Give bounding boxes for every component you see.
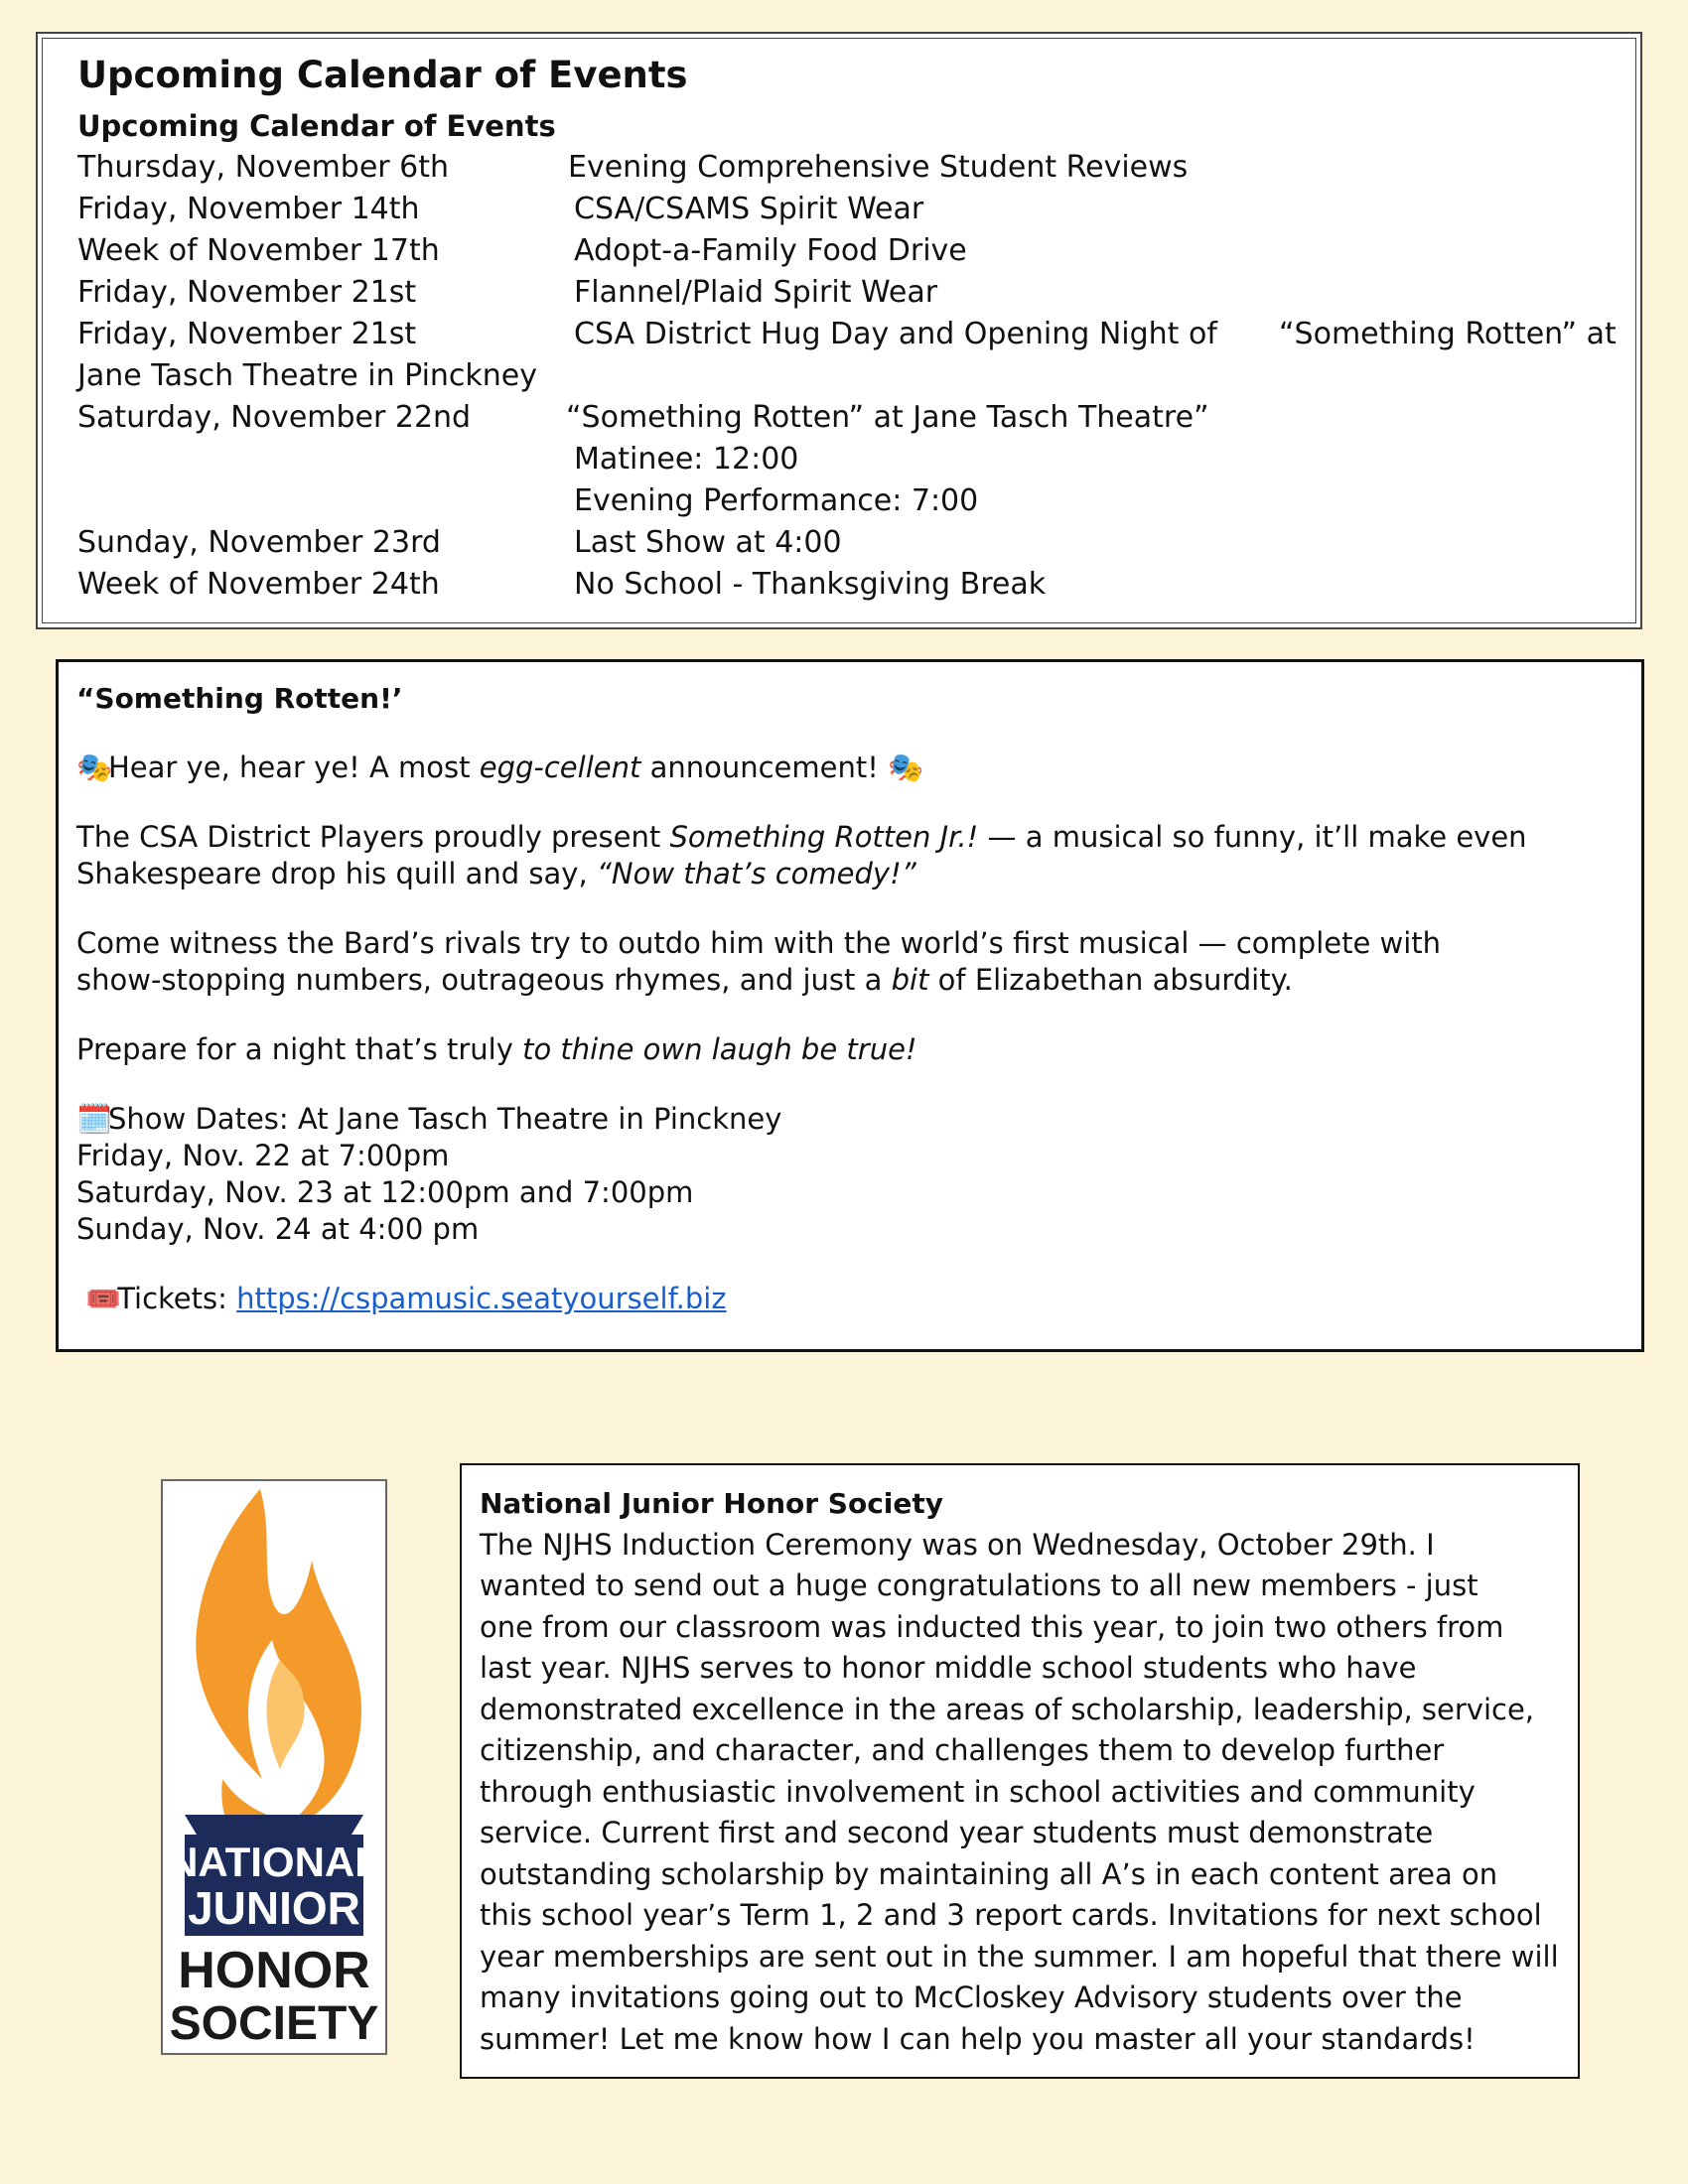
rotten-paragraph-2: Come witness the Bard’s rivals try to outdo him with the world’s first musical — complete with — [76, 926, 1442, 960]
rotten-paragraph-2b: show-stopping numbers, outrageous rhymes, and just a bit of Elizabethan absurdity. — [76, 963, 1293, 997]
event-date: Friday, November 14th — [77, 192, 420, 226]
rotten-paragraph-1: The CSA District Players proudly present Something Rotten Jr.! — a musical so funny, it’ll make even — [76, 820, 1527, 854]
show-date: Friday, Nov. 22 at 7:00pm — [76, 1139, 450, 1172]
event-date: Week of November 17th — [77, 233, 440, 268]
logo-text-junior: JUNIOR — [188, 1882, 360, 1934]
njhs-line: last year. NJHS serves to honor middle school students who have — [480, 1651, 1417, 1685]
logo-text-national: NATIONAL — [168, 1839, 380, 1885]
event-desc: CSA District Hug Day and Opening Night of — [574, 317, 1217, 351]
event-date: Thursday, November 6th — [77, 150, 450, 185]
calendar-subtitle: Upcoming Calendar of Events — [77, 109, 556, 143]
njhs-line: The NJHS Induction Ceremony was on Wednesday, October 29th. I — [480, 1527, 1435, 1562]
njhs-line: through enthusiastic involvement in school activities and community — [480, 1774, 1476, 1809]
event-date: Friday, November 21st — [77, 275, 417, 310]
njhs-line: outstanding scholarship by maintaining all A’s in each content area on — [480, 1856, 1498, 1891]
event-continuation: Jane Tasch Theatre in Pinckney — [77, 358, 538, 393]
logo-text-society: SOCIETY — [169, 1997, 379, 2050]
rotten-paragraph-1b: Shakespeare drop his quill and say, “Now that’s comedy!” — [76, 857, 916, 890]
rotten-paragraph-3: Prepare for a night that’s truly to thine own laugh be true! — [76, 1032, 917, 1066]
ticket-icon: 🎟️ — [85, 1282, 122, 1315]
njhs-line: wanted to send out a huge congratulations to all new members - just — [480, 1569, 1478, 1602]
event-date: Friday, November 21st — [77, 317, 417, 351]
njhs-line: demonstrated excellence in the areas of scholarship, leadership, service, — [480, 1692, 1535, 1726]
logo-text-honor: HONOR — [178, 1942, 370, 1999]
show-date: Saturday, Nov. 23 at 12:00pm and 7:00pm — [76, 1175, 694, 1209]
event-desc: No School - Thanksgiving Break — [574, 567, 1047, 602]
something-rotten-box — [56, 659, 1644, 1352]
njhs-logo — [161, 1479, 387, 2055]
njhs-line: one from our classroom was inducted this year, to join two others from — [480, 1609, 1504, 1644]
calendar-icon: 🗓️ — [76, 1102, 113, 1136]
theater-masks-icon: 🎭 — [888, 751, 924, 784]
event-desc: Flannel/Plaid Spirit Wear — [574, 275, 938, 310]
rotten-title: “Something Rotten!’ — [76, 682, 403, 715]
event-desc: Last Show at 4:00 — [574, 525, 842, 560]
event-desc: Matinee: 12:00 — [574, 442, 799, 477]
event-desc: CSA/CSAMS Spirit Wear — [574, 192, 924, 226]
flame-icon — [163, 1481, 385, 2053]
njhs-line: service. Current first and second year students must demonstrate — [480, 1816, 1434, 1849]
tickets-line: 🎟️Tickets: https://cspamusic.seatyourself.biz — [85, 1282, 727, 1315]
event-desc: “Something Rotten” at Jane Tasch Theatre” — [566, 400, 1209, 435]
show-dates-label: 🗓️Show Dates: At Jane Tasch Theatre in Pinckney — [76, 1102, 782, 1136]
event-date: Week of November 24th — [77, 567, 440, 602]
tickets-link[interactable]: https://cspamusic.seatyourself.biz — [236, 1282, 727, 1315]
njhs-line: this school year’s Term 1, 2 and 3 report cards. Invitations for next school — [480, 1898, 1542, 1932]
njhs-line: summer! Let me know how I can help you master all your standards! — [480, 2021, 1476, 2056]
njhs-box — [460, 1463, 1580, 2079]
rotten-intro: 🎭Hear ye, hear ye! A most egg-cellent announcement! 🎭 — [76, 751, 924, 784]
show-date: Sunday, Nov. 24 at 4:00 pm — [76, 1212, 480, 1246]
njhs-line: citizenship, and character, and challenges them to develop further — [480, 1733, 1445, 1767]
event-desc-tail: “Something Rotten” at — [1279, 317, 1617, 351]
event-desc: Evening Comprehensive Student Reviews — [568, 150, 1189, 185]
theater-masks-icon: 🎭 — [76, 751, 113, 784]
njhs-title: National Junior Honor Society — [480, 1487, 944, 1520]
njhs-line: many invitations going out to McCloskey Advisory students over the — [480, 1980, 1463, 2014]
event-date: Saturday, November 22nd — [77, 400, 472, 435]
calendar-box — [36, 32, 1642, 629]
event-desc: Adopt-a-Family Food Drive — [574, 233, 967, 268]
event-desc: Evening Performance: 7:00 — [574, 483, 979, 518]
njhs-line: year memberships are sent out in the summer. I am hopeful that there will — [480, 1939, 1559, 1974]
calendar-title: Upcoming Calendar of Events — [77, 54, 688, 96]
event-date: Sunday, November 23rd — [77, 525, 441, 560]
